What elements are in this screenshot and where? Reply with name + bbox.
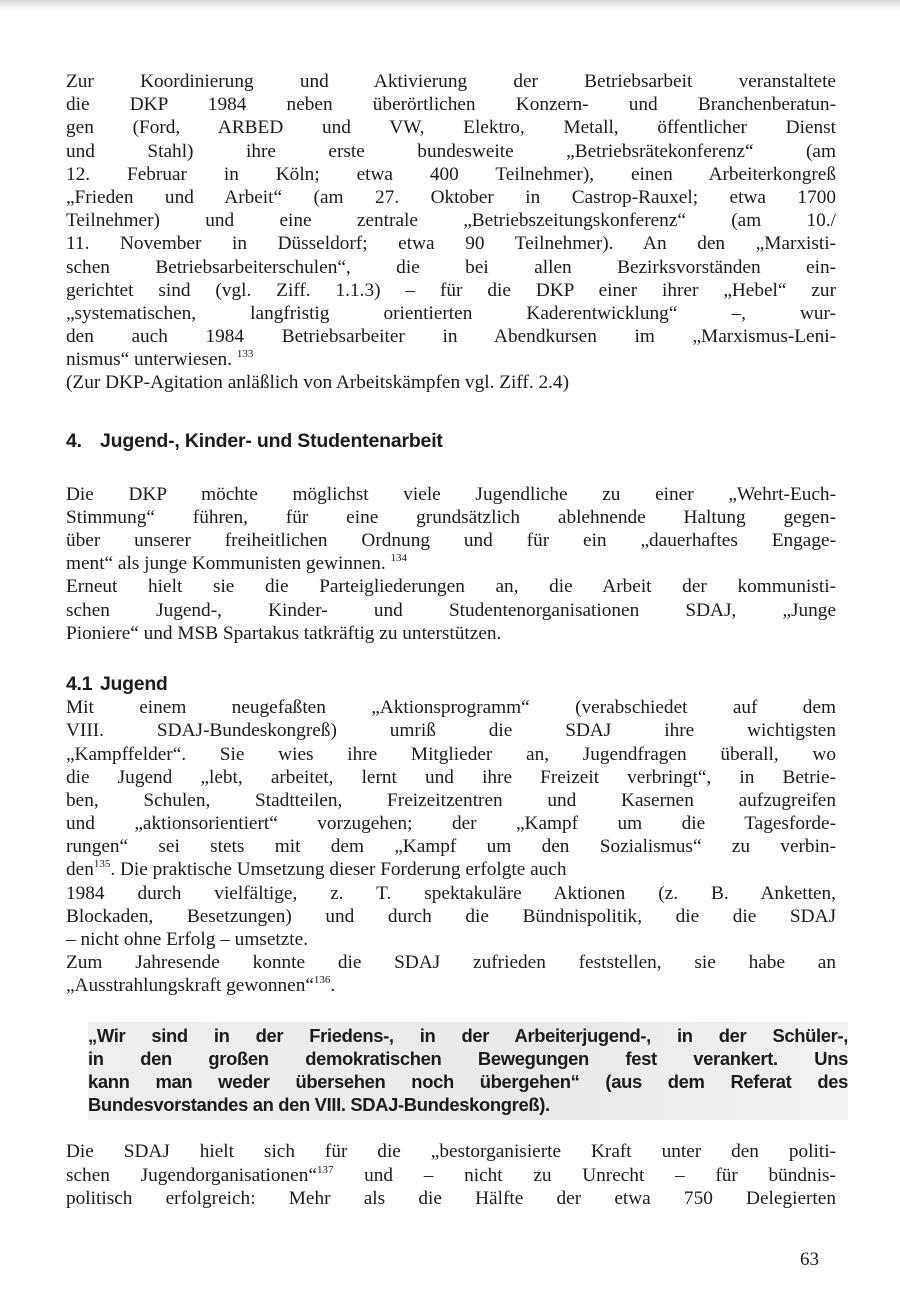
text-fragment: . bbox=[330, 975, 336, 997]
text-line: Pioniere“ und MSB Spartakus tatkräftig zu unterstützen. bbox=[66, 622, 502, 644]
text-line: Blockaden, Besetzungen) und durch die Bündnispolitik, die die SDAJ bbox=[66, 905, 836, 927]
text-fragment: . Die praktische Umsetzung dieser Forderung erfolgte auch bbox=[110, 859, 567, 881]
section-title: Jugend-, Kinder- und Studentenarbeit bbox=[100, 429, 443, 452]
paragraph-aktionsprogramm bbox=[66, 696, 836, 951]
scan-edge-shadow bbox=[0, 0, 900, 10]
quote-line: in den großen demokratischen Bewegungen fest verankert. Uns bbox=[88, 1047, 848, 1069]
text-line: und „aktionsorientiert“ vorzugehen; der „Kampf um die Tagesforde- bbox=[66, 813, 836, 835]
text-line: Die SDAJ hielt sich für die „bestorganisierte Kraft unter den politi- bbox=[66, 1141, 836, 1163]
text-line: Zur Koordinierung und Aktivierung der Betriebsarbeit veranstaltete bbox=[66, 71, 836, 92]
text-line: Stimmung“ führen, für eine grundsätzlich ablehnende Haltung gegen- bbox=[66, 506, 836, 528]
section-heading-4 bbox=[66, 429, 836, 453]
text-line: Erneut hielt sie die Parteigliederungen an, die Arbeit der kommunisti- bbox=[66, 576, 836, 598]
text-line: den auch 1984 Betriebsarbeiter in Abendkursen im „Marxismus-Leni- bbox=[66, 326, 836, 348]
text-line: Zum Jahresende konnte die SDAJ zufrieden feststellen, sie habe an bbox=[66, 952, 836, 974]
paragraph-jahresende bbox=[66, 951, 836, 997]
page-number: 63 bbox=[800, 1249, 819, 1270]
text-line: gen (Ford, ARBED und VW, Elektro, Metall, öffentlicher Dienst bbox=[66, 117, 836, 139]
text-line: „Kampffelder“. Sie wies ihre Mitglieder an, Jugendfragen überall, wo bbox=[66, 743, 836, 765]
text-line: schen Jugend-, Kinder- und Studentenorganisationen SDAJ, „Junge bbox=[66, 599, 836, 621]
text-fragment: schen Jugendorganisationen“ bbox=[66, 1164, 317, 1186]
text-line bbox=[66, 552, 836, 575]
text-line: über unserer freiheitlichen Ordnung und für ein „dauerhaftes Engage- bbox=[66, 530, 836, 551]
section-heading-4-1 bbox=[66, 673, 836, 696]
quote-line: kann man weder übersehen noch übergehen“ (aus dem Referat des bbox=[88, 1070, 848, 1092]
text-line: VIII. SDAJ-Bundeskongreß) umriß die SDAJ ihre wichtigsten bbox=[66, 720, 836, 742]
text-fragment: den bbox=[66, 859, 94, 881]
quote-line: „Wir sind in der Friedens-, in der Arbeiterjugend-, in der Schüler-, bbox=[88, 1024, 848, 1046]
text-line bbox=[66, 858, 836, 881]
text-line: 12. Februar in Köln; etwa 400 Teilnehmer), einen Arbeiterkongreß bbox=[66, 163, 836, 185]
text-fragment: ment“ als junge Kommunisten gewinnen. bbox=[66, 553, 386, 575]
text-fragment: und – nicht zu Unrecht – für bündnis- bbox=[333, 1164, 836, 1186]
text-line bbox=[66, 348, 836, 371]
text-line: „Frieden und Arbeit“ (am 27. Oktober in Castrop-Rauxel; etwa 1700 bbox=[66, 186, 836, 208]
footnote-ref-137: 137 bbox=[316, 1163, 334, 1176]
footnote-ref-133: 133 bbox=[236, 348, 254, 361]
text-line: Teilnehmer) und eine zentrale „Betriebszeitungskonferenz“ (am 10./ bbox=[66, 210, 836, 232]
paragraph-wehrt-euch bbox=[66, 483, 836, 576]
footnote-ref-135: 135 bbox=[93, 858, 111, 871]
text-fragment: „Ausstrahlungskraft gewonnen“ bbox=[66, 975, 314, 997]
document-body bbox=[66, 70, 848, 1210]
paragraph-bestorganisierte-kraft bbox=[66, 1140, 836, 1210]
section-title: Jugend bbox=[100, 672, 168, 695]
text-line: politisch erfolgreich: Mehr als die Hälfte der etwa 750 Delegierten bbox=[66, 1187, 836, 1209]
text-line bbox=[66, 1164, 836, 1187]
section-number: 4.1 bbox=[66, 672, 93, 695]
quote-line: Bundesvorstandes an den VIII. SDAJ-Bundeskongreß). bbox=[88, 1094, 550, 1116]
section-number: 4. bbox=[66, 429, 82, 452]
text-line: gerichtet sind (vgl. Ziff. 1.1.3) – für die DKP einer ihrer „Hebel“ zur bbox=[66, 279, 836, 301]
paragraph-parteigliederungen bbox=[66, 575, 836, 645]
footnote-ref-134: 134 bbox=[390, 552, 408, 565]
text-line: ben, Schulen, Stadtteilen, Freizeitzentren und Kasernen aufzugreifen bbox=[66, 789, 836, 811]
text-line: 11. November in Düsseldorf; etwa 90 Teilnehmer). An den „Marxisti- bbox=[66, 233, 836, 255]
text-line bbox=[66, 974, 836, 997]
highlighted-quote bbox=[88, 1022, 848, 1121]
text-line: Mit einem neugefaßten „Aktionsprogramm“ (verabschiedet auf dem bbox=[66, 697, 836, 719]
text-fragment: nismus“ unterwiesen. bbox=[66, 349, 232, 371]
text-line: Die DKP möchte möglichst viele Jugendliche zu einer „Wehrt-Euch- bbox=[66, 483, 836, 505]
text-line: und Stahl) ihre erste bundesweite „Betriebsrätekonferenz“ (am bbox=[66, 140, 836, 162]
text-line: schen Betriebsarbeiterschulen“, die bei allen Bezirksvorständen ein- bbox=[66, 256, 836, 278]
text-line: die DKP 1984 neben überörtlichen Konzern- und Branchenberatun- bbox=[66, 94, 836, 116]
cross-reference-line: (Zur DKP-Agitation anläßlich von Arbeitskämpfen vgl. Ziff. 2.4) bbox=[66, 372, 569, 394]
text-line: rungen“ sei stets mit dem „Kampf um den Sozialismus“ zu verbin- bbox=[66, 836, 836, 858]
text-line: die Jugend „lebt, arbeitet, lernt und ihre Freizeit verbringt“, in Betrie- bbox=[66, 766, 836, 788]
footnote-ref-136: 136 bbox=[313, 974, 331, 987]
paragraph-betriebsarbeit bbox=[66, 70, 836, 395]
text-line: „systematischen, langfristig orientierten Kaderentwicklung“ –, wur- bbox=[66, 302, 836, 324]
text-line: 1984 durch vielfältige, z. T. spektakuläre Aktionen (z. B. Anketten, bbox=[66, 882, 836, 904]
text-line: – nicht ohne Erfolg – umsetzte. bbox=[66, 929, 309, 950]
